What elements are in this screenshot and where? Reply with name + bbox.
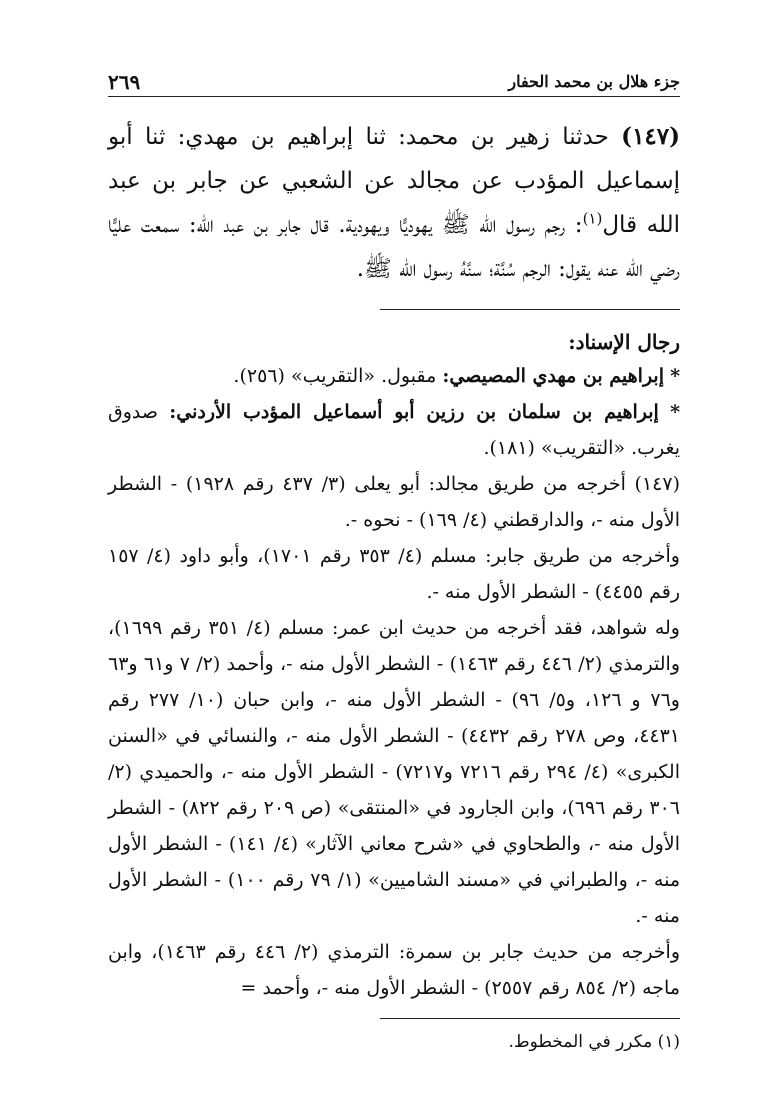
footnote-divider [380,1018,680,1019]
notes-block [108,358,680,1006]
takhrij-paragraph: وأخرجه من طريق جابر: مسلم (٤/ ٣٥٣ رقم ١٧٠١)، وأبو داود (٤/ ١٥٧ رقم ٤٤٥٥) - الشطر الأول منه -. [108,545,680,603]
bullet: * [670,365,680,387]
hadith-text [108,115,680,291]
narrator-name: إبراهيم بن مهدي المصيصي: [442,365,665,387]
page [108,60,680,1059]
footnote-mark: (١) [582,209,603,228]
hadith-body-part1: حدثنا زهير بن محمد: ثنا إبراهيم بن مهدي: ثنا أبو إسماعيل المؤدب عن مجالد عن الشعبي عن جابر بن عبد الله قال [108,124,680,238]
takhrij-paragraph: وأخرجه من حديث جابر بن سمرة: الترمذي (٢/ ٤٤٦ رقم ١٤٦٣)، وابن ماجه (٢/ ٨٥٤ رقم ٢٥٥٧) - الشطر الأول منه -، وأحمد = [108,941,681,999]
page-header [108,60,680,97]
bullet: * [670,401,681,423]
narrator-entry [108,394,680,466]
section-divider [380,309,680,310]
takhrij-paragraph: (١٤٧) أخرجه من طريق مجالد: أبو يعلى (٣/ ٤٣٧ رقم ١٩٢٨) - الشطر الأول منه -، والدارقطني (٤/ ١٦٩) - نحوه -. [108,473,681,531]
page-number: ٢٦٩ [108,70,141,94]
narrator-entry [108,358,680,394]
narrators-title: رجال الإسناد: [568,330,680,354]
running-title: جزء هلال بن محمد الحفار [508,72,680,91]
takhrij-paragraph: وله شواهد، فقد أخرجه من حديث ابن عمر: مسلم (٤/ ٣٥١ رقم ١٦٩٩)، والترمذي (٢/ ٤٤٦ رقم ١٤٦٣) - الشطر الأول منه -، وأحمد (٢/ ٧ و٦١ و٦٣ و٧٦ و ١٢٦، و٥/ ٩٦) - الشطر الأول منه -، وابن حبان (١٠/ ٢٧٧ رقم ٤٤٣١، وص ٢٧٨ رقم ٤٤٣٢) - الشطر الأول منه -، والنسائي في «السنن الكبرى» (٤/ ٢٩٤ رقم ٧٢١٦ و٧٢١٧) - الشطر الأول منه -، والحميدي (٢/ ٣٠٦ رقم ٦٩٦)، وابن الجارود في «المنتقى» (ص ٢٠٩ رقم ٨٢٢) - الشطر الأول منه -، والطحاوي في «شرح معاني الآثار» (٤/ ١٤١) - الشطر الأول منه -، والطبراني في «مسند الشاميين» (١/ ٧٩ رقم ١٠٠) - الشطر الأول منه -. [108,617,681,927]
hadith-number: (١٤٧) [621,123,681,150]
narrator-grade: صدوق يغرب. «التقريب» (١٨١). [108,401,680,459]
narrator-grade: مقبول. «التقريب» (٢٥٦). [233,365,437,387]
footnote: (١) مكرر في المخطوط. [508,1032,680,1052]
narrator-name: إبراهيم بن سلمان بن رزين أبو أسماعيل المؤدب الأردني: [169,401,659,423]
hadith-body-part2: : رجم رسول الله ﷺ يهوديًّا ويهودية. قال جابر بن عبد الله: سمعت عليًّا رضي الله عنه يقول: الرجم سُنَّة؛ سنَّهُ رسول الله ﷺ. [108,212,680,282]
